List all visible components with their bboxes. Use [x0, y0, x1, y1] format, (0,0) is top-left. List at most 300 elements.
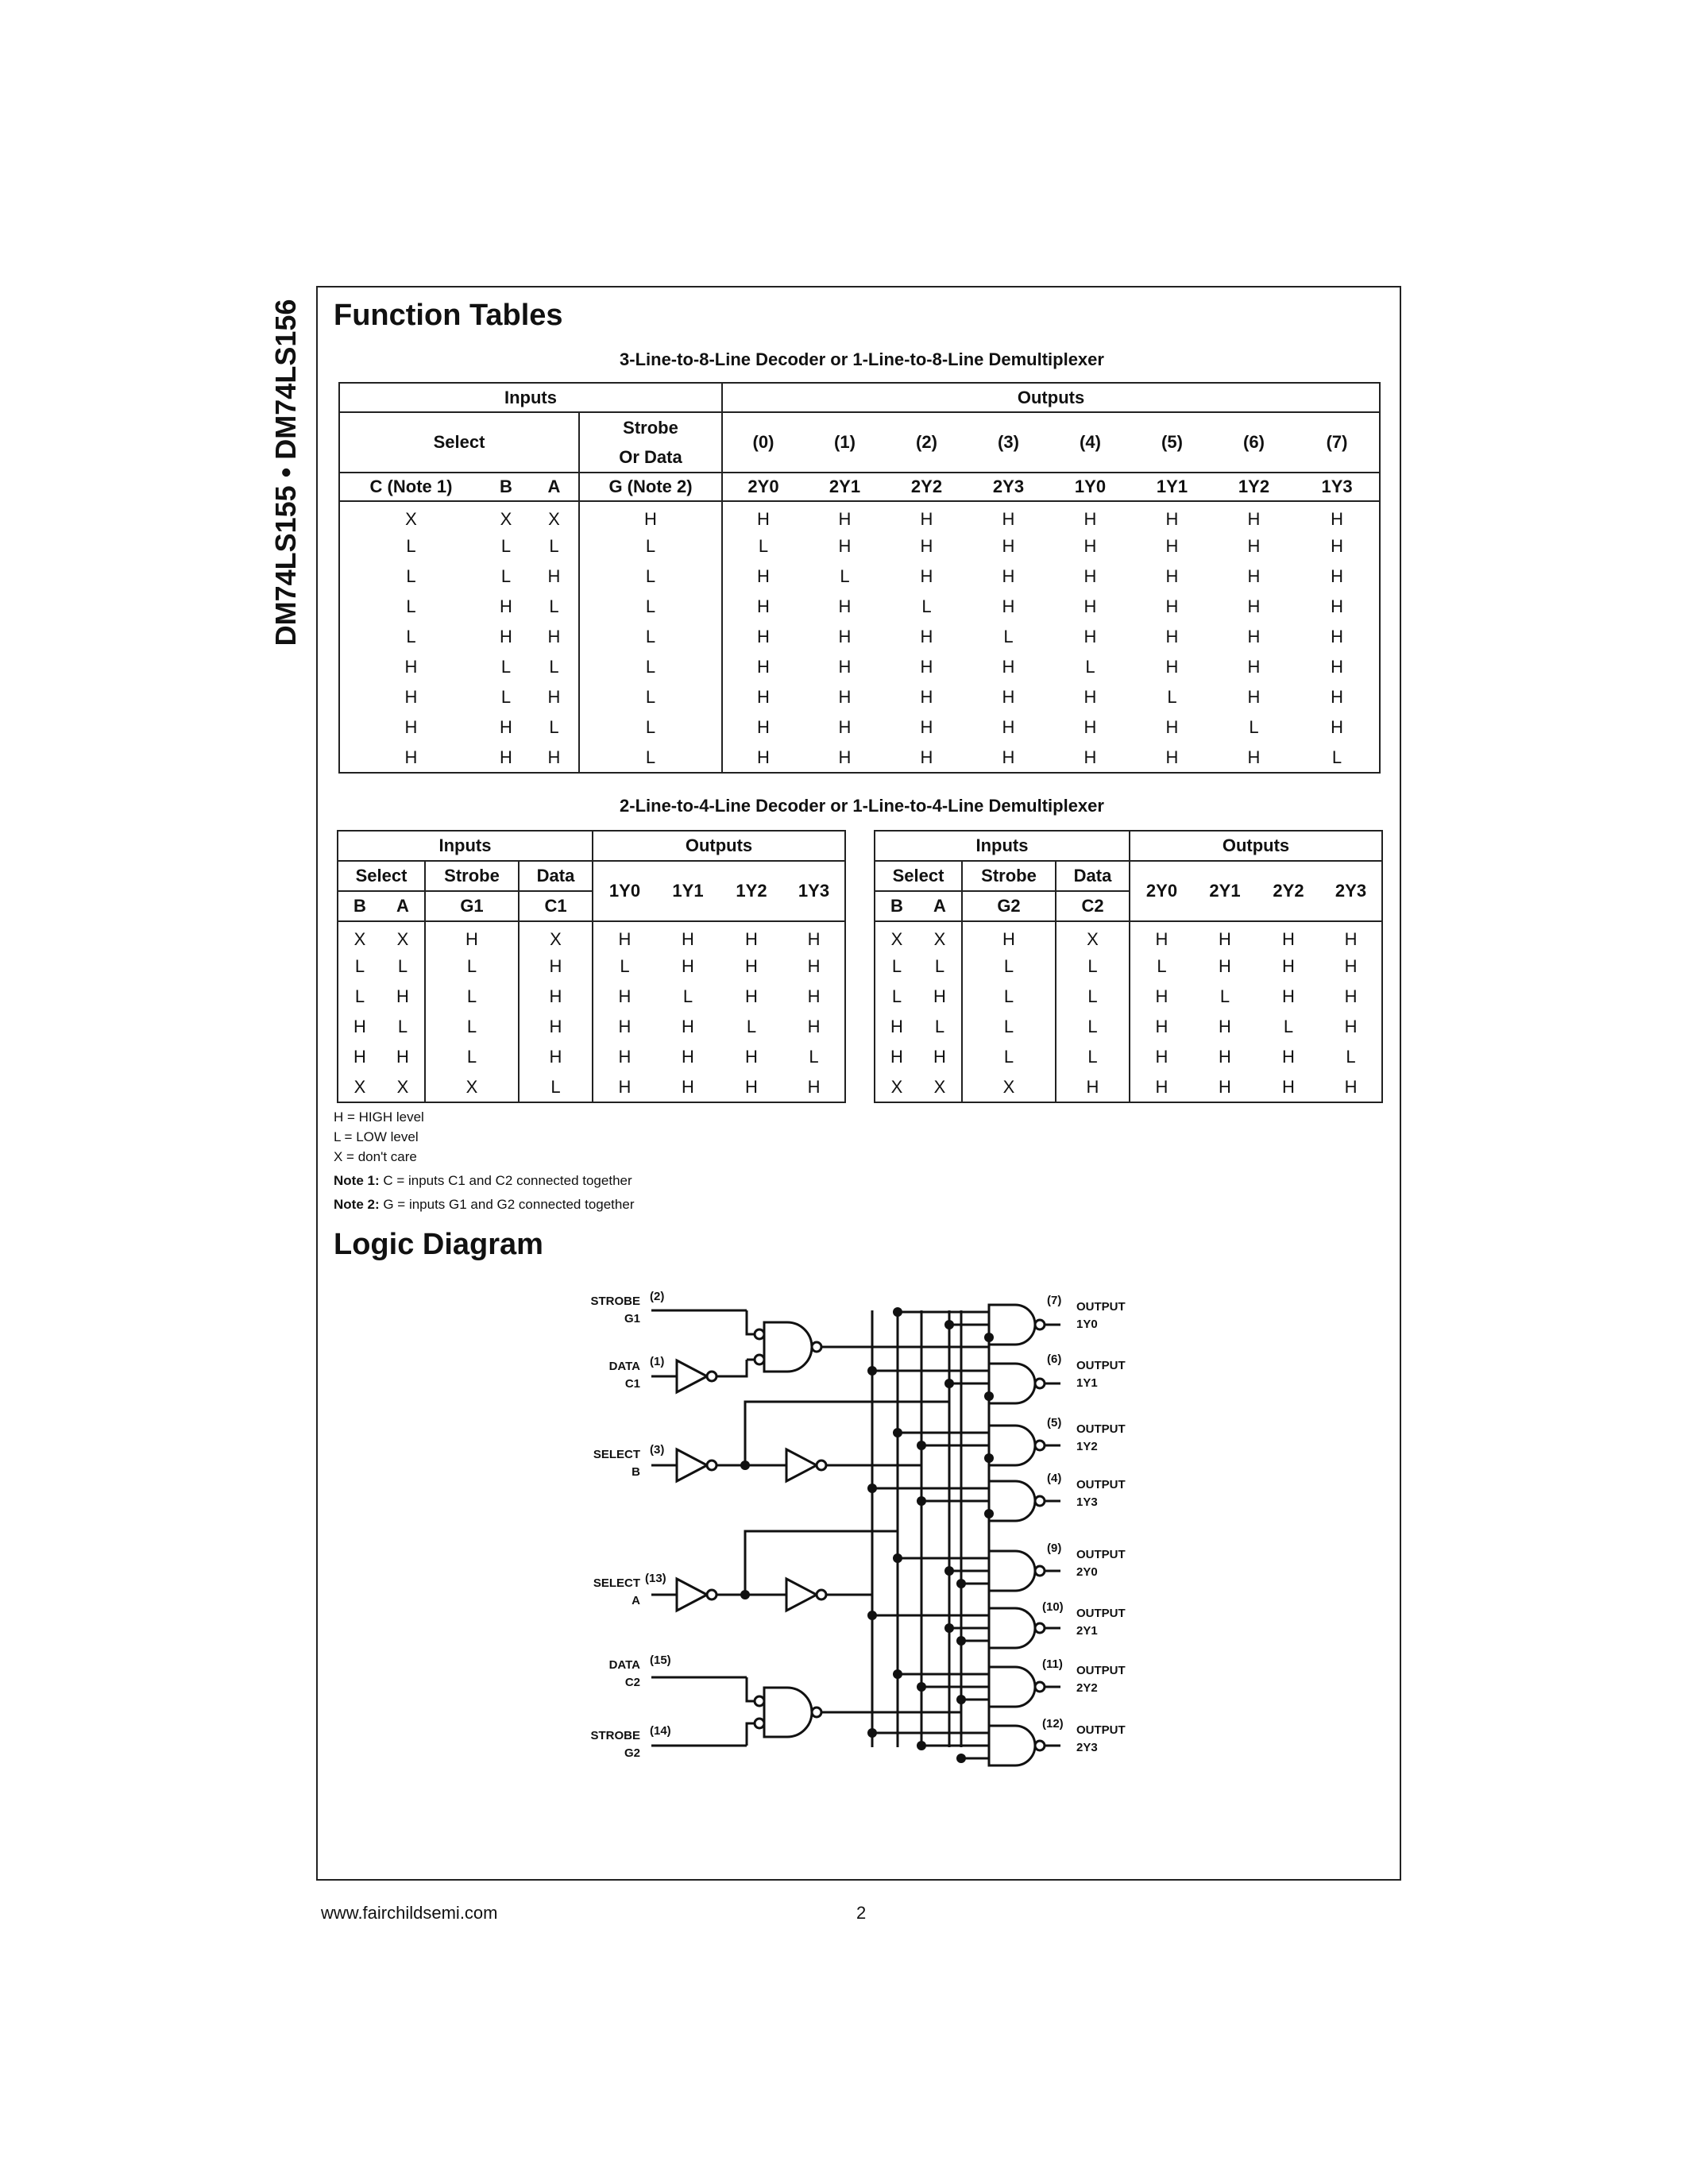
table-cell: L	[354, 956, 365, 976]
table-cell: H	[1282, 928, 1295, 949]
table-cell: X	[500, 508, 512, 529]
table-cell: H	[920, 747, 933, 767]
table-cell: L	[579, 561, 722, 592]
inversion-bubble	[817, 1461, 826, 1470]
junction-dot	[867, 1611, 877, 1620]
table-cell: H	[1331, 687, 1343, 707]
inverter-select-a	[677, 1579, 707, 1611]
wire	[747, 1723, 755, 1746]
table-cell: H	[618, 1017, 632, 1036]
table-cell: L	[962, 1042, 1056, 1072]
table-cell: H	[807, 1076, 821, 1097]
table-cell: H	[1219, 956, 1231, 976]
column-header: B	[482, 473, 530, 501]
junction-dot	[984, 1333, 994, 1342]
table-cell: L	[1157, 956, 1167, 976]
table-cell: H	[1282, 956, 1295, 976]
table-cell: L	[500, 536, 512, 556]
table-cell: H	[1002, 657, 1015, 677]
output-label-sub: 2Y3	[1076, 1741, 1098, 1754]
junction-dot	[956, 1636, 966, 1646]
table-cell: L	[500, 687, 512, 707]
table-cell: H	[745, 1076, 758, 1097]
table-cell: H	[1083, 596, 1097, 616]
table-cell: L	[406, 536, 416, 556]
table-cell: H	[404, 747, 418, 767]
table-cell: H	[1002, 717, 1015, 737]
inversion-bubble	[755, 1719, 764, 1728]
table-cell: L	[579, 712, 722, 743]
column-header: 1Y0	[1049, 473, 1131, 501]
input-column-header: B	[875, 891, 918, 921]
output-label-sub: 2Y2	[1076, 1681, 1098, 1695]
footer-url[interactable]: www.fairchildsemi.com	[321, 1903, 498, 1923]
table-cell: L	[1056, 951, 1130, 982]
table-cell: L	[918, 951, 962, 982]
inversion-bubble	[1035, 1682, 1045, 1692]
output-pin: (5)	[1047, 1416, 1062, 1430]
table-cell: H	[757, 657, 770, 677]
column-header: 2Y0	[722, 473, 804, 501]
table-cell: H	[1002, 566, 1015, 586]
page-number: 2	[856, 1903, 867, 1923]
output-label: OUTPUT	[1076, 1422, 1126, 1436]
table-cell: L	[1056, 1012, 1130, 1042]
table-cell: L	[1167, 687, 1177, 707]
strobe-header: Strobe	[962, 861, 1056, 891]
table-cell: L	[381, 951, 425, 982]
inverter-data-c1	[677, 1360, 707, 1392]
output-label: OUTPUT	[1076, 1548, 1126, 1561]
table-cell: H	[745, 986, 758, 1006]
table-cell: H	[920, 717, 933, 737]
table-cell: H	[920, 627, 933, 646]
table-cell: L	[425, 1042, 519, 1072]
inversion-bubble	[812, 1342, 821, 1352]
input-label-data-c2: DATA	[608, 1658, 640, 1672]
output-column-header: 2Y0	[1130, 861, 1193, 921]
table-cell: H	[1344, 1017, 1358, 1036]
table-cell: H	[1331, 596, 1343, 616]
table-cell: H	[1282, 1047, 1295, 1067]
nand-gate-output	[989, 1551, 1035, 1591]
output-index: (4)	[1049, 412, 1131, 473]
nand-gate-strobe1	[764, 1322, 812, 1372]
table-cell: X	[381, 921, 425, 951]
or-data-label: Or Data	[619, 447, 682, 467]
table-cell: H	[530, 561, 579, 592]
table-cell: H	[1282, 1076, 1295, 1097]
output-pin: (7)	[1047, 1294, 1062, 1307]
outputs-header: Outputs	[722, 383, 1380, 412]
junction-dot	[984, 1509, 994, 1518]
output-label: OUTPUT	[1076, 1607, 1126, 1620]
input-label-data-c1: DATA	[608, 1360, 640, 1373]
nand-gate-strobe2	[764, 1688, 812, 1737]
table-cell: H	[838, 657, 852, 677]
table-cell: H	[1331, 536, 1343, 556]
junction-dot	[740, 1590, 750, 1599]
legend-high: H = HIGH level	[334, 1109, 424, 1125]
table-cell: H	[618, 1076, 632, 1097]
select-header: Select	[875, 861, 962, 891]
inversion-bubble	[707, 1372, 717, 1381]
table-cell: X	[890, 928, 903, 949]
input-label-data-c1-sub: C1	[624, 1377, 640, 1391]
table-cell: X	[1056, 921, 1130, 951]
inversion-bubble	[812, 1707, 821, 1717]
output-column-header: 2Y2	[1257, 861, 1320, 921]
table-cell: H	[404, 657, 418, 677]
table-cell: H	[1331, 627, 1343, 646]
output-label: OUTPUT	[1076, 1664, 1126, 1677]
table-cell: H	[1247, 566, 1261, 586]
table-cell: H	[682, 1017, 694, 1036]
table-cell: H	[1247, 536, 1261, 556]
junction-dot	[956, 1695, 966, 1704]
table-cell: H	[757, 717, 770, 737]
buffer-select-a	[786, 1579, 817, 1611]
table-cell: L	[500, 566, 512, 586]
table-cell: H	[757, 687, 770, 707]
note-label: Note 1:	[334, 1173, 380, 1188]
logic-diagram-heading: Logic Diagram	[334, 1228, 543, 1261]
table-cell: L	[962, 1012, 1056, 1042]
table-cell: H	[838, 596, 852, 616]
table-cell: H	[682, 928, 694, 949]
output-pin: (11)	[1042, 1657, 1063, 1671]
output-pin: (10)	[1042, 1600, 1064, 1614]
table-cell: H	[838, 717, 852, 737]
inversion-bubble	[1035, 1566, 1045, 1576]
table-cell: H	[682, 1076, 694, 1097]
table-cell: H	[920, 687, 933, 707]
table-cell: H	[1247, 747, 1261, 767]
table-cell: H	[1165, 566, 1179, 586]
table-cell: L	[1219, 986, 1230, 1006]
table-cell: L	[406, 566, 416, 586]
table-cell: H	[807, 986, 821, 1006]
junction-dot	[956, 1754, 966, 1763]
legend-low: L = LOW level	[334, 1129, 419, 1144]
table-cell: H	[1247, 687, 1261, 707]
table-cell: H	[519, 951, 593, 982]
junction-dot	[944, 1320, 954, 1329]
inputs-header: Inputs	[338, 831, 593, 861]
table-cell: H	[500, 596, 512, 616]
inversion-bubble	[1035, 1623, 1045, 1633]
table-cell: L	[579, 592, 722, 622]
function-tables-heading: Function Tables	[334, 299, 563, 332]
table-cell: L	[579, 531, 722, 561]
table-cell: H	[1155, 1047, 1168, 1067]
input-label-strobe-g1: STROBE	[590, 1295, 640, 1308]
nand-gate-output	[989, 1608, 1035, 1648]
pin-label: (14)	[650, 1724, 671, 1738]
outputs-header: Outputs	[1130, 831, 1382, 861]
inversion-bubble	[755, 1329, 764, 1339]
pin-label: (3)	[650, 1443, 665, 1457]
table-cell: H	[1165, 627, 1179, 646]
table-cell: H	[1344, 1076, 1358, 1097]
input-label-data-c2-sub: C2	[624, 1676, 640, 1689]
table-cell: L	[1056, 982, 1130, 1012]
note-label: Note 2:	[334, 1197, 380, 1212]
table-cell: H	[745, 928, 758, 949]
table-cell: H	[1247, 657, 1261, 677]
table-cell: H	[807, 1017, 821, 1036]
table-cell: L	[1283, 1017, 1294, 1036]
nand-gate-output	[989, 1726, 1035, 1765]
table-cell: L	[891, 986, 902, 1006]
table-cell: H	[519, 1042, 593, 1072]
wire	[745, 1531, 898, 1595]
table-cell: L	[962, 982, 1056, 1012]
inversion-bubble	[817, 1590, 826, 1599]
table-cell: H	[1083, 747, 1097, 767]
column-header: 1Y3	[1295, 473, 1380, 501]
table-cell: L	[1003, 627, 1014, 646]
junction-dot	[944, 1566, 954, 1576]
table-cell: H	[530, 622, 579, 652]
output-label-sub: 2Y0	[1076, 1565, 1098, 1579]
input-label-select-b-sub: B	[632, 1465, 640, 1479]
table-cell: H	[757, 747, 770, 767]
input-label-strobe-g1-sub: G1	[624, 1312, 640, 1325]
column-header: C (Note 1)	[339, 473, 482, 501]
output-label-sub: 2Y1	[1076, 1624, 1098, 1638]
inversion-bubble	[755, 1355, 764, 1364]
inversion-bubble	[1035, 1441, 1045, 1450]
table-cell: L	[746, 1017, 757, 1036]
junction-dot	[984, 1391, 994, 1401]
table-cell: H	[807, 956, 821, 976]
part-number-title: DM74LS155 • DM74LS156	[269, 299, 302, 646]
input-column-header: G1	[425, 891, 519, 921]
pin-label: (2)	[650, 1290, 665, 1303]
table-cell: H	[1344, 986, 1358, 1006]
output-label-sub: 1Y0	[1076, 1318, 1098, 1331]
table-cell: H	[1155, 986, 1168, 1006]
table-cell: H	[500, 717, 512, 737]
table-cell: H	[500, 627, 512, 646]
output-index: (6)	[1213, 412, 1295, 473]
table-cell: H	[920, 536, 933, 556]
select-header: Select	[338, 861, 425, 891]
inversion-bubble	[1035, 1320, 1045, 1329]
output-index: (5)	[1131, 412, 1213, 473]
table-cell: H	[1083, 508, 1097, 529]
input-label-select-a-sub: A	[632, 1594, 640, 1607]
wire	[747, 1677, 755, 1701]
table-cell: H	[1344, 928, 1358, 949]
output-column-header: 2Y1	[1193, 861, 1257, 921]
table-cell: H	[838, 536, 852, 556]
output-column-header: 1Y3	[783, 861, 845, 921]
table-cell: L	[1331, 747, 1342, 767]
table-cell: H	[1165, 508, 1179, 529]
output-column-header: 1Y0	[593, 861, 656, 921]
table-cell: H	[1165, 717, 1179, 737]
table-cell: L	[1346, 1047, 1356, 1067]
table-cell: H	[838, 508, 852, 529]
table-cell: H	[757, 627, 770, 646]
output-label: OUTPUT	[1076, 1300, 1126, 1314]
table-cell: L	[962, 951, 1056, 982]
nand-gate-output	[989, 1305, 1035, 1345]
output-index: (1)	[804, 412, 886, 473]
column-header: 1Y2	[1213, 473, 1295, 501]
junction-dot	[956, 1579, 966, 1588]
table-cell: L	[530, 712, 579, 743]
note-text: G = inputs G1 and G2 connected together	[379, 1197, 635, 1212]
table-cell: L	[406, 627, 416, 646]
strobe-header: Strobe	[425, 861, 519, 891]
table-cell: H	[1331, 566, 1343, 586]
column-header: G (Note 2)	[579, 473, 722, 501]
inverter-select-b	[677, 1449, 707, 1481]
table-cell: H	[920, 657, 933, 677]
table2-caption: 2-Line-to-4-Line Decoder or 1-Line-to-4-Line Demultiplexer	[620, 796, 1104, 816]
table-cell: H	[1056, 1072, 1130, 1102]
table-cell: L	[809, 1047, 819, 1067]
input-label-strobe-g2-sub: G2	[624, 1746, 640, 1760]
table-cell: L	[840, 566, 850, 586]
inversion-bubble	[755, 1696, 764, 1706]
table-cell: L	[519, 1072, 593, 1102]
junction-dot	[984, 1453, 994, 1463]
column-header: 1Y1	[1131, 473, 1213, 501]
table-cell: X	[353, 928, 366, 949]
input-column-header: B	[338, 891, 381, 921]
note-text: C = inputs C1 and C2 connected together	[379, 1173, 632, 1188]
data-header: Data	[1056, 861, 1130, 891]
table-cell: H	[519, 982, 593, 1012]
table-cell: H	[1002, 536, 1015, 556]
table-cell: H	[1165, 657, 1179, 677]
table-cell: H	[757, 596, 770, 616]
junction-dot	[893, 1428, 902, 1437]
table-cell: L	[891, 956, 902, 976]
table-cell: L	[1056, 1042, 1130, 1072]
table-cell: H	[1344, 956, 1358, 976]
output-column-header: 2Y3	[1320, 861, 1382, 921]
output-label-sub: 1Y1	[1076, 1376, 1098, 1390]
junction-dot	[893, 1669, 902, 1679]
table-cell: X	[425, 1072, 519, 1102]
outputs-header: Outputs	[593, 831, 845, 861]
junction-dot	[867, 1366, 877, 1376]
output-pin: (9)	[1047, 1542, 1062, 1555]
table-cell: X	[405, 508, 417, 529]
table-cell: L	[381, 1012, 425, 1042]
table-cell: X	[381, 1072, 425, 1102]
table-cell: H	[530, 682, 579, 712]
table-cell: H	[1165, 596, 1179, 616]
table-cell: H	[381, 982, 425, 1012]
table-cell: H	[757, 508, 770, 529]
table-cell: H	[1002, 747, 1015, 767]
table-cell: H	[890, 1017, 903, 1036]
table-cell: H	[618, 986, 632, 1006]
nand-gate-output	[989, 1481, 1035, 1521]
output-label: OUTPUT	[1076, 1359, 1126, 1372]
table-cell: L	[425, 1012, 519, 1042]
inversion-bubble	[707, 1461, 717, 1470]
table-cell: H	[1002, 687, 1015, 707]
output-index: (7)	[1295, 412, 1380, 473]
table-cell: H	[1083, 627, 1097, 646]
data-header: Data	[519, 861, 593, 891]
nand-gate-output	[989, 1667, 1035, 1707]
output-pin: (12)	[1042, 1717, 1064, 1731]
output-index: (3)	[968, 412, 1049, 473]
table-cell: H	[500, 747, 512, 767]
table-cell: H	[381, 1042, 425, 1072]
table-cell: H	[838, 747, 852, 767]
table-cell: H	[1247, 596, 1261, 616]
inputs-header: Inputs	[875, 831, 1130, 861]
column-header: 2Y2	[886, 473, 968, 501]
inputs-header: Inputs	[339, 383, 722, 412]
table-cell: H	[404, 717, 418, 737]
table-cell: H	[745, 1047, 758, 1067]
junction-dot	[917, 1741, 926, 1750]
table-cell: X	[890, 1076, 903, 1097]
column-header: 2Y3	[968, 473, 1049, 501]
junction-dot	[867, 1728, 877, 1738]
table-cell: L	[530, 592, 579, 622]
table-cell: H	[353, 1047, 366, 1067]
table-cell: L	[758, 536, 769, 556]
pin-label: (15)	[650, 1653, 671, 1667]
table-cell: H	[1219, 1076, 1231, 1097]
table-cell: H	[1155, 1017, 1168, 1036]
table-cell: H	[425, 921, 519, 951]
table-cell: H	[1002, 508, 1015, 529]
table-cell: L	[425, 951, 519, 982]
input-column-header: C1	[519, 891, 593, 921]
table-cell: H	[353, 1017, 366, 1036]
table-cell: X	[519, 921, 593, 951]
table-cell: X	[962, 1072, 1056, 1102]
table-cell: H	[1331, 657, 1343, 677]
junction-dot	[893, 1553, 902, 1563]
output-index: (2)	[886, 412, 968, 473]
table-cell: H	[1282, 986, 1295, 1006]
buffer-select-b	[786, 1449, 817, 1481]
table-cell: H	[519, 1012, 593, 1042]
select-header: Select	[339, 412, 579, 473]
table-cell: L	[921, 596, 932, 616]
wire	[717, 1360, 747, 1376]
table-cell: L	[579, 622, 722, 652]
table-cell: H	[579, 501, 722, 531]
strobe-label: Strobe	[623, 418, 678, 438]
junction-dot	[740, 1461, 750, 1470]
table-cell: H	[962, 921, 1056, 951]
table-cell: H	[920, 508, 933, 529]
table-cell: H	[682, 1047, 694, 1067]
junction-dot	[917, 1441, 926, 1450]
table-cell: H	[682, 956, 694, 976]
table-cell: H	[1155, 928, 1168, 949]
output-pin: (6)	[1047, 1352, 1062, 1366]
table-cell: H	[1247, 508, 1261, 529]
junction-dot	[867, 1484, 877, 1493]
legend-dont-care: X = don't care	[334, 1149, 417, 1164]
table1-caption: 3-Line-to-8-Line Decoder or 1-Line-to-8-Line Demultiplexer	[620, 349, 1104, 369]
